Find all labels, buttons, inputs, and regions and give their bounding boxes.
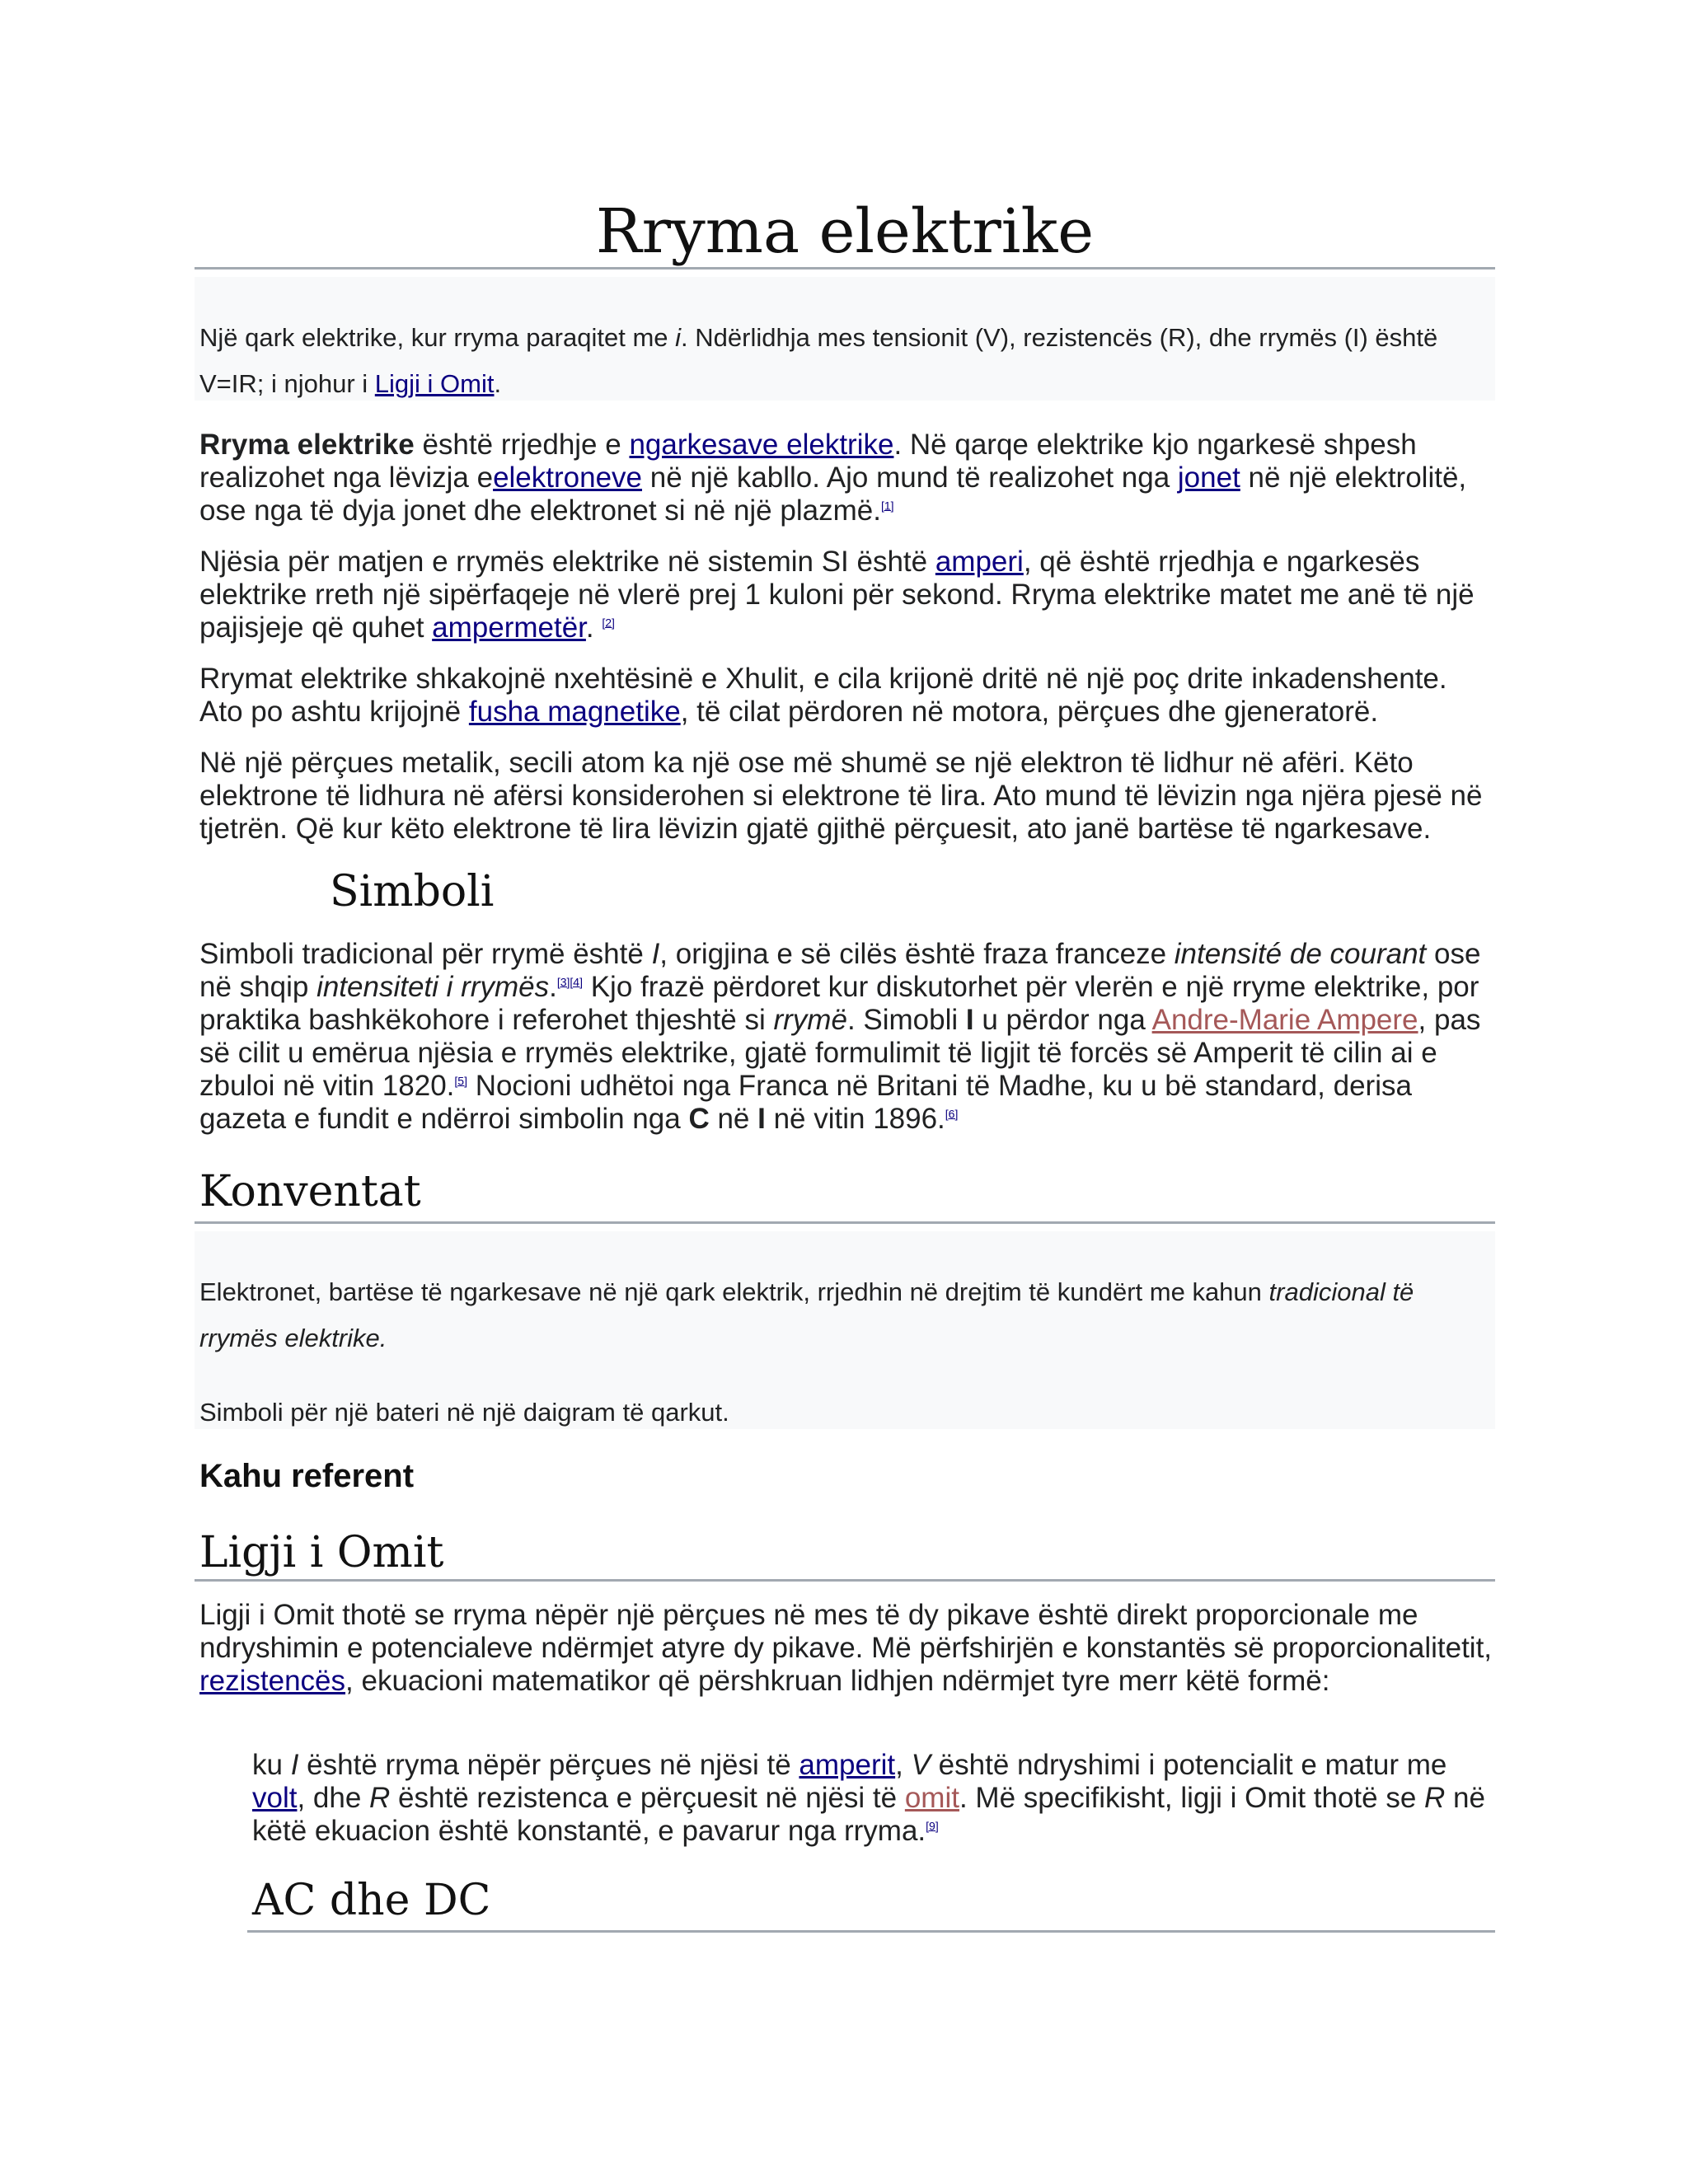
acdc-divider bbox=[247, 1930, 1495, 1933]
link-ngarkesave-elektrike[interactable]: ngarkesave elektrike bbox=[629, 429, 894, 461]
konventat-divider bbox=[195, 1221, 1495, 1224]
reference-4[interactable]: [4] bbox=[570, 975, 583, 989]
link-omit[interactable]: omit bbox=[904, 1782, 959, 1814]
link-ampermeter[interactable]: ampermetër bbox=[432, 612, 586, 644]
heading-ligji-i-omit: Ligji i Omit bbox=[199, 1528, 444, 1577]
link-jonet[interactable]: jonet bbox=[1177, 462, 1240, 494]
link-amperit[interactable]: amperit bbox=[799, 1749, 896, 1781]
heading-kahu-referent: Kahu referent bbox=[199, 1458, 415, 1494]
term-bold: Rryma elektrike bbox=[199, 429, 415, 461]
ligji-divider bbox=[195, 1579, 1495, 1582]
link-volt[interactable]: volt bbox=[252, 1782, 298, 1814]
paragraph-conductor: Në një përçues metalik, secili atom ka një ose më shumë se një elektron të lidhur në afëri. Këto elektrone të lidhura në afërsi konsiderohen si elektrone të lira. Ato mund të lëvizin nga njëra pjesë në tjetrën. Që kur këto elektrone të lira lëvizin gjatë gjithë përçuesit, ato janë bartëse të ngarkesave. bbox=[199, 747, 1483, 845]
link-ligji-i-omit[interactable]: Ligji i Omit bbox=[374, 369, 495, 398]
link-elektroneve[interactable]: elektroneve bbox=[493, 462, 643, 494]
title-divider bbox=[195, 267, 1495, 269]
paragraph-symbol: Simboli tradicional për rrymë është I, origjina e së cilës është fraza franceze intensité de courant ose në shqip intensiteti i rrymës.[3][4] Kjo frazë përdoret kur diskutorhet për vlerën e një rryme elektrike, por praktika bashkëkohore i referohet thjeshtë si rrymë. Simobli I u përdor nga Andre-Marie Ampere, pas së cilit u emërua njësia e rrymës elektrike, gjatë formulimit të ligjit të forcës së Amperit të cilin ai e zbuloi në vitin 1820.[5] Nocioni udhëtoi nga Franca në Britani të Madhe, ku u bë standard, derisa gazeta e fundit e ndërroi simbolin nga C në I në vitin 1896.[6] bbox=[199, 938, 1481, 1135]
heading-ac-dhe-dc: AC dhe DC bbox=[252, 1876, 491, 1925]
reference-6[interactable]: [6] bbox=[945, 1107, 959, 1121]
paragraph-unit: Njësia për matjen e rrymës elektrike në sistemin SI është amperi, që është rrjedhja e ngarkesës elektrike rreth një sipërfaqeje në vlerë prej 1 kuloni për sekond. Rryma elektrike matet me anë të një pajisjeje që quhet ampermetër. [2] bbox=[199, 546, 1475, 644]
reference-9[interactable]: [9] bbox=[926, 1819, 939, 1833]
page-title: Rryma elektrike bbox=[595, 196, 1095, 267]
heading-konventat: Konventat bbox=[199, 1167, 421, 1216]
link-andre-marie-ampere[interactable]: Andre-Marie Ampere bbox=[1151, 1004, 1418, 1036]
reference-1[interactable]: [1] bbox=[880, 499, 894, 513]
paragraph-ohms-law: Ligji i Omit thotë se rryma nëpër një përçues në mes të dy pikave është direkt proporcionale me ndryshimin e potencialeve ndërmjet atyre dy pikave. Më përfshirjën e konstantës së proporcionalitetit, rezistencës, ekuacioni matematikor që përshkruan lidhjen ndërmjet tyre merr këtë formë: bbox=[199, 1599, 1493, 1697]
paragraph-ohms-law-explanation: ku I është rryma nëpër përçues në njësi të amperit, V është ndryshimi i potencialit e matur me volt, dhe R është rezistenca e përçuesit në njësi të omit. Më specifikisht, ligji i Omit thotë se R në këtë ekuacion është konstantë, e pavarur nga rryma.[9] bbox=[252, 1749, 1485, 1847]
konventat-caption-electrons: Elektronet, bartëse të ngarkesave në një qark elektrik, rrjedhin në drejtim të kundërt me kahun tradicional të rrymës elektrike. bbox=[199, 1277, 1414, 1352]
reference-5[interactable]: [5] bbox=[454, 1074, 467, 1088]
reference-2[interactable]: [2] bbox=[602, 616, 615, 630]
reference-3[interactable]: [3] bbox=[556, 975, 570, 989]
heading-simboli: Simboli bbox=[330, 867, 495, 916]
paragraph-intro: Rryma elektrike është rrjedhje e ngarkesave elektrike. Në qarqe elektrike kjo ngarkesë shpesh realizohet nga lëvizja eelektroneve në një kabllo. Ajo mund të realizohet nga jonet në një elektrolitë, ose nga të dyja jonet dhe elektronet si në një plazmë.[1] bbox=[199, 429, 1467, 527]
link-rezistences[interactable]: rezistencës bbox=[199, 1665, 346, 1697]
intro-caption: Një qark elektrike, kur rryma paraqitet me i. Ndërlidhja mes tensionit (V), rezistencës (R), dhe rrymës (I) është V=IR; i njohur i Ligji i Omit. bbox=[199, 323, 1438, 398]
link-amperi[interactable]: amperi bbox=[935, 546, 1024, 578]
paragraph-effects: Rrymat elektrike shkakojnë nxehtësinë e Xhulit, e cila krijonë dritë në një poç drite inkadenshente. Ato po ashtu krijojnë fusha magnetike, të cilat përdoren në motora, përçues dhe gjeneratorë. bbox=[199, 663, 1447, 728]
konventat-caption-battery: Simboli për një bateri në një daigram të qarkut. bbox=[199, 1398, 729, 1427]
link-fusha-magnetike[interactable]: fusha magnetike bbox=[468, 696, 681, 728]
